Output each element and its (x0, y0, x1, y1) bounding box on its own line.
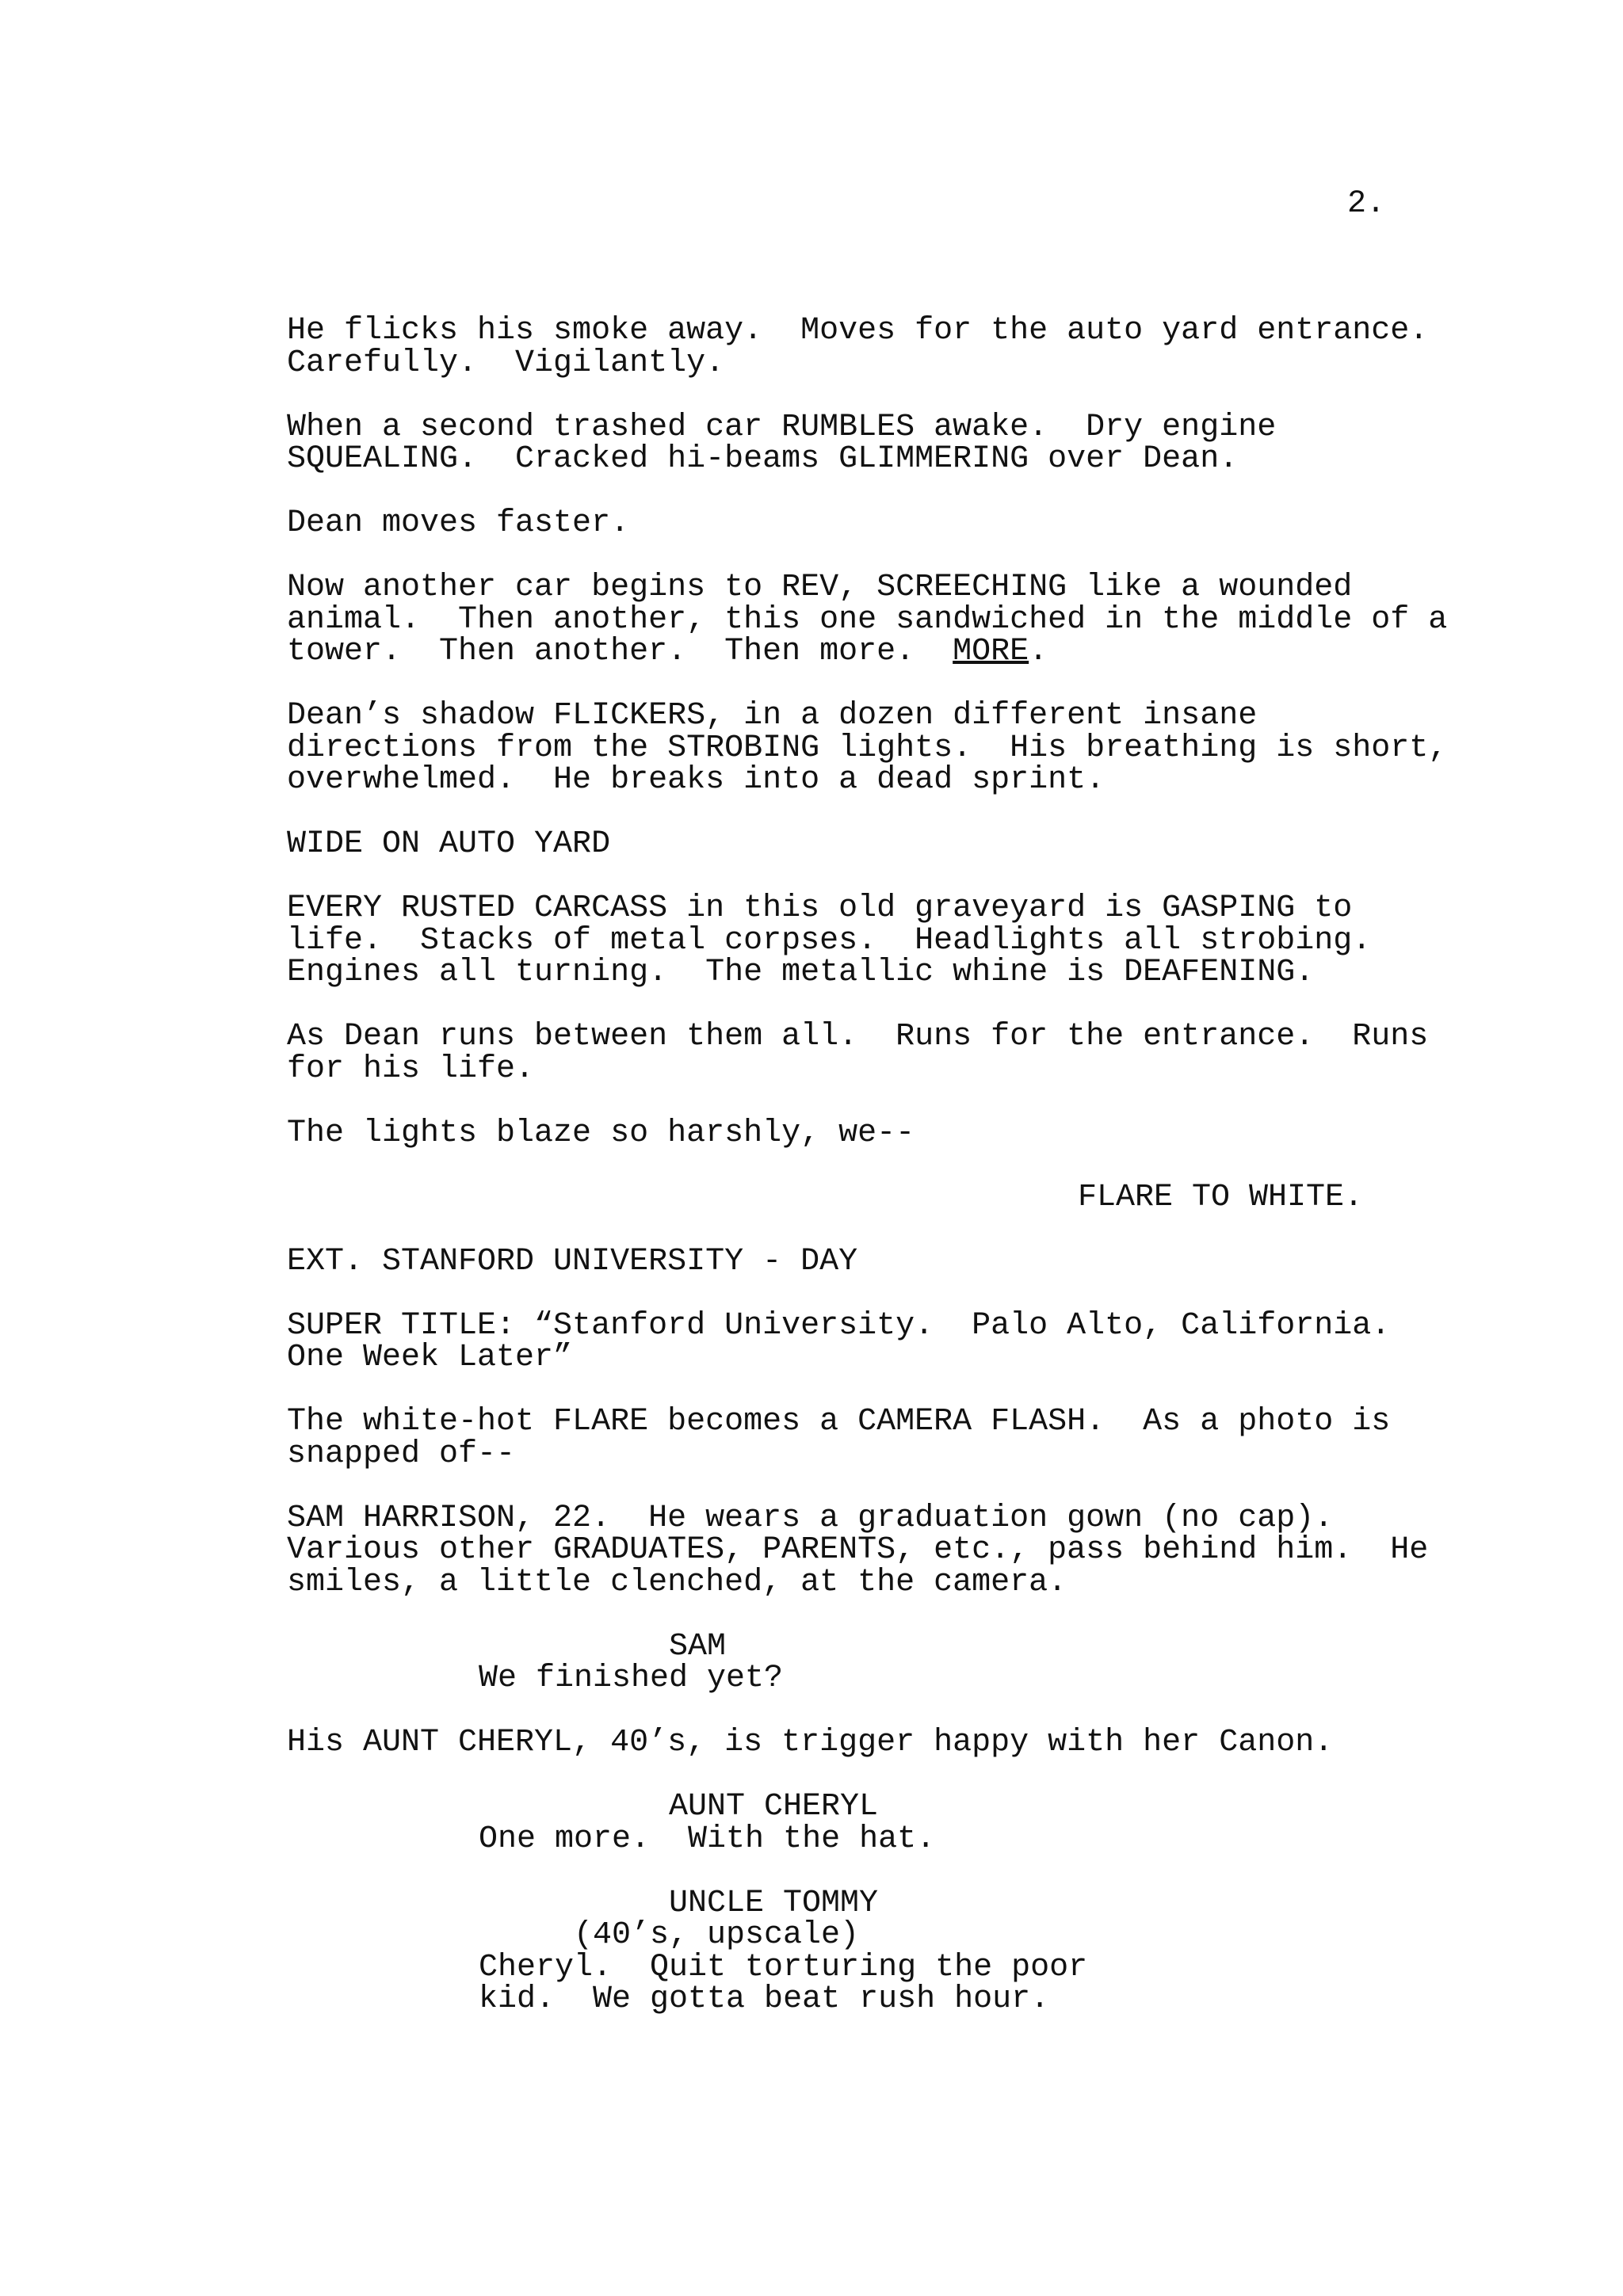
character-name: UNCLE TOMMY (669, 1885, 879, 1921)
scene-heading: EXT. STANFORD UNIVERSITY - DAY (287, 1243, 858, 1280)
page-number: 2. (1347, 186, 1386, 222)
action-block: The white-hot FLARE becomes a CAMERA FLASH. As a photo is snapped of-- (287, 1404, 1391, 1472)
character-name: AUNT CHERYL (669, 1789, 879, 1825)
action-block: He flicks his smoke away. Moves for the auto yard entrance. Carefully. Vigilantly. (287, 313, 1429, 381)
action-block: SAM HARRISON, 22. He wears a graduation gown (no cap). Various other GRADUATES, PARENTS, etc., pass behind him. He smiles, a little clenched, at the camera. (287, 1500, 1429, 1600)
action-block: Now another car begins to REV, SCREECHING like a wounded animal. Then another, this one sandwiched in the middle of a tower. Then another. Then more. MORE. (287, 570, 1448, 669)
underlined-word: MORE (953, 634, 1029, 669)
action-block: EVERY RUSTED CARCASS in this old graveyard is GASPING to life. Stacks of metal corpses. Headlights all strobing. Engines all turning. The metallic whine is DEAFENING. (287, 891, 1372, 990)
action-block: As Dean runs between them all. Runs for the entrance. Runs for his life. (287, 1019, 1429, 1087)
action-block: Dean moves faster. (287, 505, 630, 541)
parenthetical: (40’s, upscale) (574, 1917, 860, 1953)
action-block: The lights blaze so harshly, we-- (287, 1115, 915, 1151)
scene-heading: WIDE ON AUTO YARD (287, 826, 611, 862)
action-block: Dean’s shadow FLICKERS, in a dozen different insane directions from the STROBING lights. His breathing is short, overwhelmed. He breaks into a dead sprint. (287, 698, 1448, 798)
script-body (287, 313, 1448, 2017)
dialogue: One more. With the hat. (479, 1821, 936, 1857)
dialogue: We finished yet? (479, 1661, 784, 1696)
action-block: SUPER TITLE: “Stanford University. Palo Alto, California. One Week Later” (287, 1307, 1391, 1375)
character-name: SAM (669, 1628, 727, 1665)
dialogue: Cheryl. Quit torturing the poor kid. We gotta beat rush hour. (479, 1949, 1088, 2017)
transition: FLARE TO WHITE. (1078, 1179, 1364, 1215)
action-block: When a second trashed car RUMBLES awake. Dry engine SQUEALING. Cracked hi-beams GLIMMERING over Dean. (287, 409, 1277, 477)
action-block: His AUNT CHERYL, 40’s, is trigger happy with her Canon. (287, 1725, 1334, 1760)
